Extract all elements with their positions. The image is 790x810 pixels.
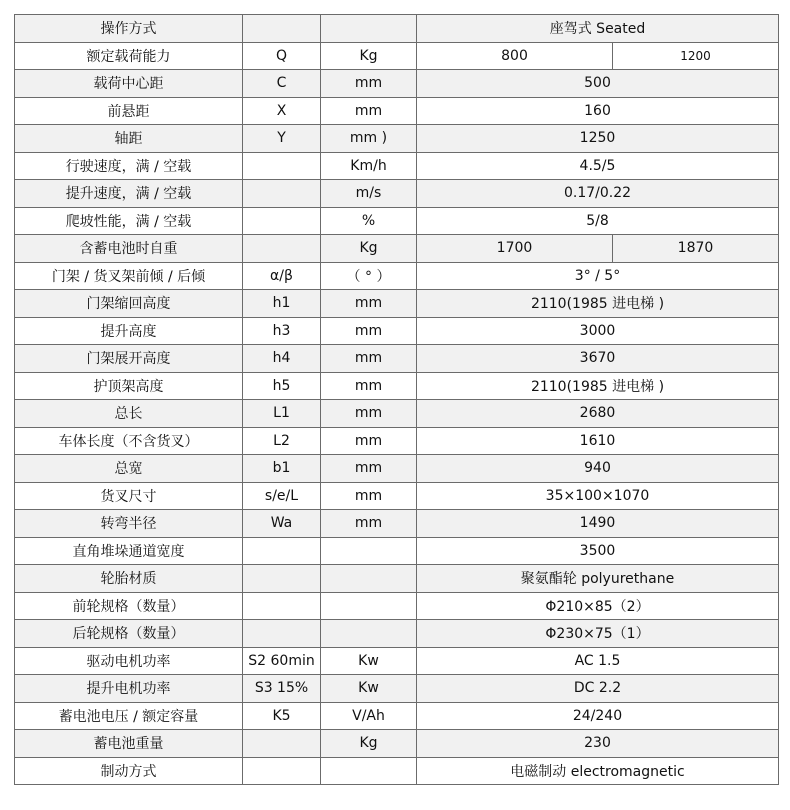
spec-unit-cell: mm bbox=[321, 482, 417, 510]
spec-unit-cell: mm bbox=[321, 455, 417, 483]
spec-value-cell: 4.5/5 bbox=[417, 152, 779, 180]
spec-value-cell: 1700 bbox=[417, 235, 613, 263]
table-row bbox=[15, 482, 779, 510]
table-row bbox=[15, 372, 779, 400]
spec-name-cell: 前轮规格（数量） bbox=[15, 592, 243, 620]
spec-value-cell: 0.17/0.22 bbox=[417, 180, 779, 208]
spec-symbol-cell: L2 bbox=[243, 427, 321, 455]
spec-symbol-cell: Y bbox=[243, 125, 321, 153]
spec-value-cell: 3500 bbox=[417, 537, 779, 565]
spec-symbol-cell bbox=[243, 565, 321, 593]
table-row bbox=[15, 757, 779, 785]
spec-table-body bbox=[15, 15, 779, 785]
spec-value-cell: 800 bbox=[417, 42, 613, 70]
spec-value-cell: DC 2.2 bbox=[417, 675, 779, 703]
spec-value-cell: 座驾式 Seated bbox=[417, 15, 779, 43]
spec-value-cell: Φ210×85（2） bbox=[417, 592, 779, 620]
table-row bbox=[15, 730, 779, 758]
spec-value-cell: 电磁制动 electromagnetic bbox=[417, 757, 779, 785]
spec-name-cell: 蓄电池电压 / 额定容量 bbox=[15, 702, 243, 730]
spec-value-cell: 35×100×1070 bbox=[417, 482, 779, 510]
spec-unit-cell: mm bbox=[321, 345, 417, 373]
table-row bbox=[15, 702, 779, 730]
spec-name-cell: 轴距 bbox=[15, 125, 243, 153]
spec-symbol-cell bbox=[243, 152, 321, 180]
spec-name-cell: 制动方式 bbox=[15, 757, 243, 785]
spec-name-cell: 车体长度（不含货叉） bbox=[15, 427, 243, 455]
spec-symbol-cell bbox=[243, 592, 321, 620]
spec-unit-cell: % bbox=[321, 207, 417, 235]
spec-name-cell: 提升高度 bbox=[15, 317, 243, 345]
spec-symbol-cell: Wa bbox=[243, 510, 321, 538]
spec-value-cell: 1610 bbox=[417, 427, 779, 455]
table-row bbox=[15, 97, 779, 125]
spec-value-cell: 3° / 5° bbox=[417, 262, 779, 290]
spec-symbol-cell: b1 bbox=[243, 455, 321, 483]
table-row bbox=[15, 290, 779, 318]
spec-unit-cell: mm bbox=[321, 70, 417, 98]
table-row bbox=[15, 262, 779, 290]
spec-name-cell: 提升速度，满 / 空载 bbox=[15, 180, 243, 208]
spec-name-cell: 门架 / 货叉架前倾 / 后倾 bbox=[15, 262, 243, 290]
spec-name-cell: 总长 bbox=[15, 400, 243, 428]
spec-value-cell: 940 bbox=[417, 455, 779, 483]
spec-symbol-cell bbox=[243, 537, 321, 565]
spec-symbol-cell bbox=[243, 207, 321, 235]
spec-unit-cell: mm bbox=[321, 97, 417, 125]
spec-symbol-cell: h5 bbox=[243, 372, 321, 400]
spec-value-cell: Φ230×75（1） bbox=[417, 620, 779, 648]
spec-unit-cell: mm bbox=[321, 510, 417, 538]
spec-symbol-cell bbox=[243, 180, 321, 208]
spec-name-cell: 货叉尺寸 bbox=[15, 482, 243, 510]
spec-symbol-cell: X bbox=[243, 97, 321, 125]
spec-name-cell: 含蓄电池时自重 bbox=[15, 235, 243, 263]
spec-unit-cell bbox=[321, 537, 417, 565]
spec-name-cell: 爬坡性能，满 / 空载 bbox=[15, 207, 243, 235]
spec-symbol-cell: K5 bbox=[243, 702, 321, 730]
spec-unit-cell: mm bbox=[321, 400, 417, 428]
spec-unit-cell: mm bbox=[321, 427, 417, 455]
spec-symbol-cell: s/e/L bbox=[243, 482, 321, 510]
table-row bbox=[15, 427, 779, 455]
spec-symbol-cell: h3 bbox=[243, 317, 321, 345]
spec-value-cell: 5/8 bbox=[417, 207, 779, 235]
table-row bbox=[15, 510, 779, 538]
spec-unit-cell: （ ° ） bbox=[321, 262, 417, 290]
spec-value-cell: AC 1.5 bbox=[417, 647, 779, 675]
spec-name-cell: 轮胎材质 bbox=[15, 565, 243, 593]
table-row bbox=[15, 455, 779, 483]
spec-unit-cell: Kw bbox=[321, 647, 417, 675]
table-row bbox=[15, 345, 779, 373]
spec-symbol-cell: S3 15% bbox=[243, 675, 321, 703]
spec-symbol-cell: C bbox=[243, 70, 321, 98]
table-row bbox=[15, 152, 779, 180]
spec-name-cell: 直角堆垛通道宽度 bbox=[15, 537, 243, 565]
table-row bbox=[15, 537, 779, 565]
spec-symbol-cell: h1 bbox=[243, 290, 321, 318]
table-row bbox=[15, 620, 779, 648]
spec-value-cell: 160 bbox=[417, 97, 779, 125]
spec-symbol-cell: Q bbox=[243, 42, 321, 70]
spec-name-cell: 后轮规格（数量） bbox=[15, 620, 243, 648]
table-row bbox=[15, 207, 779, 235]
spec-symbol-cell: L1 bbox=[243, 400, 321, 428]
spec-symbol-cell bbox=[243, 620, 321, 648]
spec-value-cell: 2680 bbox=[417, 400, 779, 428]
spec-value-cell: 3000 bbox=[417, 317, 779, 345]
spec-unit-cell: Kw bbox=[321, 675, 417, 703]
spec-name-cell: 总宽 bbox=[15, 455, 243, 483]
table-row bbox=[15, 70, 779, 98]
spec-unit-cell bbox=[321, 15, 417, 43]
spec-unit-cell: mm bbox=[321, 290, 417, 318]
spec-name-cell: 操作方式 bbox=[15, 15, 243, 43]
spec-value-cell: 2110(1985 进电梯 ) bbox=[417, 372, 779, 400]
spec-unit-cell: mm bbox=[321, 317, 417, 345]
spec-unit-cell bbox=[321, 620, 417, 648]
table-row bbox=[15, 565, 779, 593]
spec-value-cell: 1250 bbox=[417, 125, 779, 153]
spec-name-cell: 蓄电池重量 bbox=[15, 730, 243, 758]
spec-value-cell: 2110(1985 进电梯 ) bbox=[417, 290, 779, 318]
spec-unit-cell: m/s bbox=[321, 180, 417, 208]
spec-symbol-cell bbox=[243, 15, 321, 43]
table-row bbox=[15, 675, 779, 703]
spec-symbol-cell: h4 bbox=[243, 345, 321, 373]
spec-value-cell: 1200 bbox=[613, 42, 779, 70]
spec-name-cell: 额定载荷能力 bbox=[15, 42, 243, 70]
spec-unit-cell: Kg bbox=[321, 42, 417, 70]
spec-unit-cell bbox=[321, 757, 417, 785]
table-row bbox=[15, 42, 779, 70]
spec-name-cell: 护顶架高度 bbox=[15, 372, 243, 400]
spec-name-cell: 前悬距 bbox=[15, 97, 243, 125]
spec-name-cell: 行驶速度，满 / 空载 bbox=[15, 152, 243, 180]
spec-name-cell: 载荷中心距 bbox=[15, 70, 243, 98]
table-row bbox=[15, 15, 779, 43]
table-row bbox=[15, 235, 779, 263]
spec-unit-cell: Kg bbox=[321, 235, 417, 263]
spec-name-cell: 门架缩回高度 bbox=[15, 290, 243, 318]
spec-value-cell: 230 bbox=[417, 730, 779, 758]
table-row bbox=[15, 400, 779, 428]
spec-value-cell: 24/240 bbox=[417, 702, 779, 730]
spec-name-cell: 转弯半径 bbox=[15, 510, 243, 538]
spec-symbol-cell: S2 60min bbox=[243, 647, 321, 675]
spec-name-cell: 驱动电机功率 bbox=[15, 647, 243, 675]
spec-name-cell: 门架展开高度 bbox=[15, 345, 243, 373]
spec-symbol-cell bbox=[243, 730, 321, 758]
spec-value-cell: 聚氨酯轮 polyurethane bbox=[417, 565, 779, 593]
spec-unit-cell: Kg bbox=[321, 730, 417, 758]
spec-unit-cell bbox=[321, 592, 417, 620]
spec-symbol-cell bbox=[243, 757, 321, 785]
table-row bbox=[15, 180, 779, 208]
table-row bbox=[15, 125, 779, 153]
table-row bbox=[15, 592, 779, 620]
spec-symbol-cell bbox=[243, 235, 321, 263]
spec-unit-cell: mm bbox=[321, 372, 417, 400]
spec-name-cell: 提升电机功率 bbox=[15, 675, 243, 703]
spec-value-cell: 1870 bbox=[613, 235, 779, 263]
spec-symbol-cell: α/β bbox=[243, 262, 321, 290]
spec-unit-cell: V/Ah bbox=[321, 702, 417, 730]
table-row bbox=[15, 317, 779, 345]
table-row bbox=[15, 647, 779, 675]
spec-value-cell: 3670 bbox=[417, 345, 779, 373]
spec-unit-cell: Km/h bbox=[321, 152, 417, 180]
spec-unit-cell bbox=[321, 565, 417, 593]
spec-value-cell: 500 bbox=[417, 70, 779, 98]
spec-unit-cell: mm ) bbox=[321, 125, 417, 153]
spec-table bbox=[14, 14, 779, 785]
spec-value-cell: 1490 bbox=[417, 510, 779, 538]
